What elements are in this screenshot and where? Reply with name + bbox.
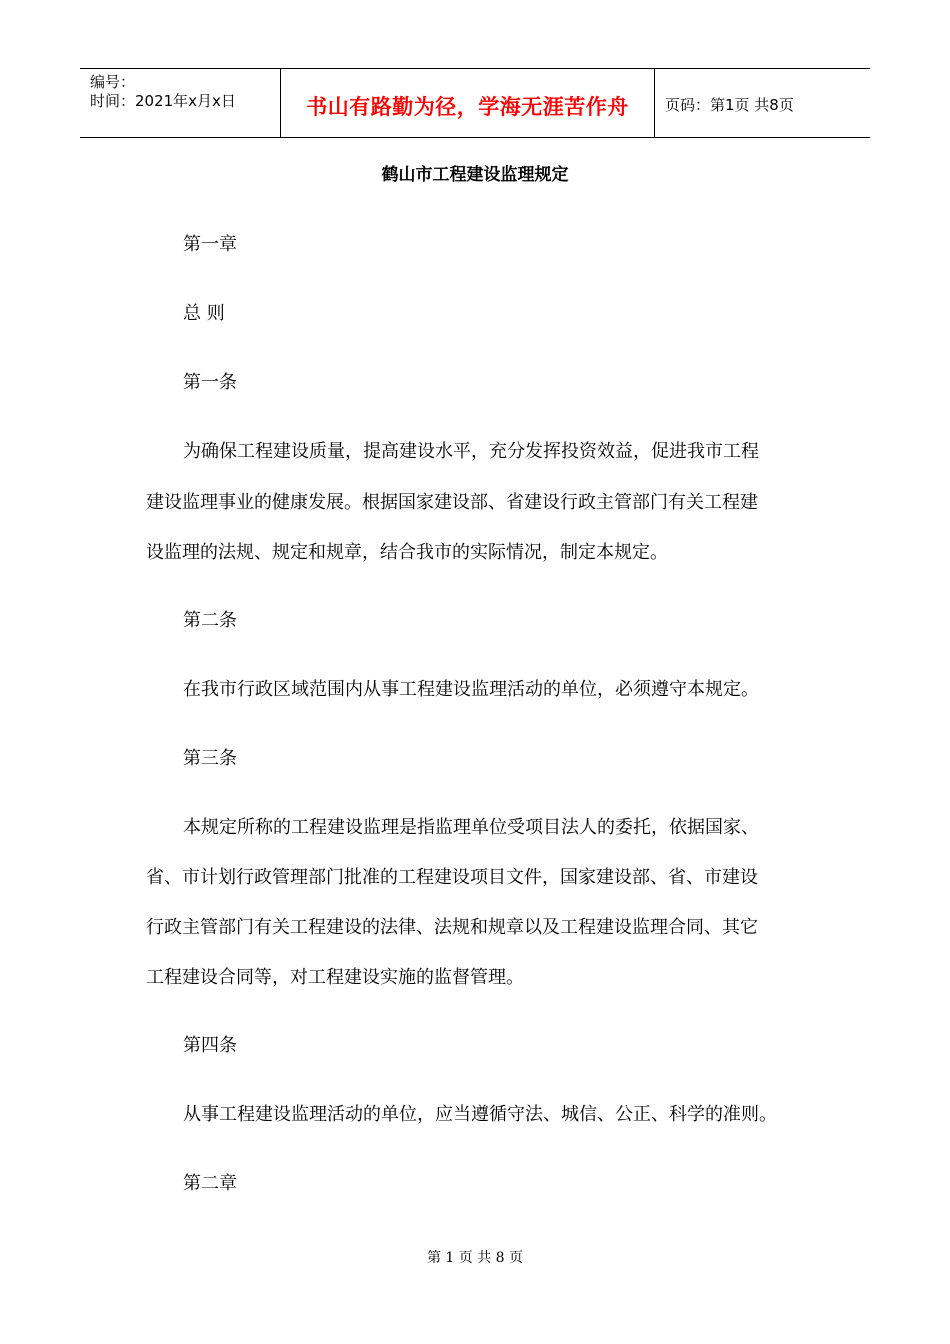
article-2-heading: 第二条 [183,610,237,631]
article-3-line-4: 工程建设合同等，对工程建设实施的监督管理。 [146,967,524,988]
article-4-line-1: 从事工程建设监理活动的单位，应当遵循守法、城信、公正、科学的准则。 [183,1104,777,1125]
article-1-line-2: 建设监理事业的健康发展。根据国家建设部、省建设行政主管部门有关工程建 [146,492,758,513]
chapter-2-heading: 第二章 [183,1173,237,1194]
chapter-1-title: 总 则 [183,303,225,324]
header-right-cell [655,69,870,137]
article-3-line-1: 本规定所称的工程建设监理是指监理单位受项目法人的委托，依据国家、 [183,817,759,838]
article-1-heading: 第一条 [183,372,237,393]
article-2-line-1: 在我市行政区域范围内从事工程建设监理活动的单位，必须遵守本规定。 [183,679,759,700]
header-table [80,68,870,138]
header-motto: 书山有路勤为径，学海无涯苦作舟 [306,95,629,119]
article-1-line-1: 为确保工程建设质量，提高建设水平，充分发挥投资效益，促进我市工程 [183,441,759,462]
document-title: 鹤山市工程建设监理规定 [381,165,569,185]
document-number-label: 编号： [90,73,136,91]
header-middle-cell [281,69,655,137]
article-3-heading: 第三条 [183,748,237,769]
article-3-line-3: 行政主管部门有关工程建设的法律、法规和规章以及工程建设监理合同、其它 [146,917,758,938]
article-3-line-2: 省、市计划行政管理部门批准的工程建设项目文件，国家建设部、省、市建设 [146,867,758,888]
document-time-label: 时间：2021年x月x日 [90,92,236,110]
header-left-cell [80,69,281,137]
chapter-1-heading: 第一章 [183,234,237,255]
header-page-info: 页码：第1页 共8页 [665,96,794,114]
page-footer: 第 1 页 共 8 页 [426,1250,524,1266]
article-4-heading: 第四条 [183,1035,237,1056]
article-1-line-3: 设监理的法规、规定和规章，结合我市的实际情况，制定本规定。 [146,542,668,563]
